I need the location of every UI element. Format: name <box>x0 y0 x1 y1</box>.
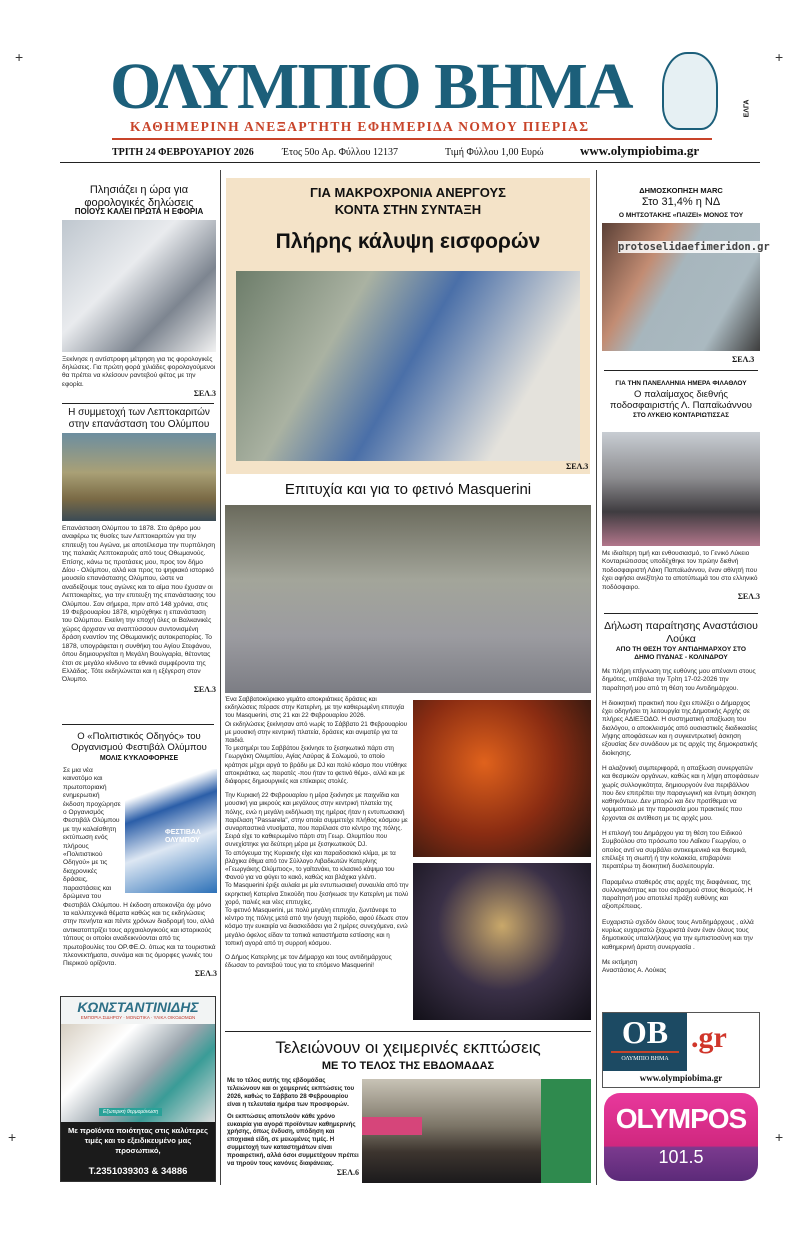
divider <box>225 1031 591 1032</box>
ob-logo: ΟΒ <box>621 1014 669 1050</box>
ob-logo-rule <box>611 1051 679 1053</box>
resign-paragraph: Παραμένω σταθερός στις αρχές της διαφάνειας, της συλλογικότητας και του σεβασμού στους θεσμούς. Η παραίτησή μου αποτελεί πράξη ευθύνης και αξιοπρέπειας. <box>602 878 753 911</box>
football-kicker: ΓΙΑ ΤΗΝ ΠΑΝΕΛΛΗΝΙΑ ΗΜΕΡΑ ΦΙΛΑΘΛΟΥ <box>615 380 747 387</box>
revolution-article-text <box>62 525 216 695</box>
sales-article-text <box>227 1077 359 1178</box>
page-ref[interactable]: ΣΕΛ.3 <box>737 592 760 602</box>
football-title[interactable]: Ο παλαίμαχος διεθνής ποδοσφαιριστής Λ. Παπαϊωάννου <box>610 389 752 412</box>
sales-body-1: Με το τέλος αυτής της εβδομάδας τελειώνουν και οι χειμερινές εκπτώσεις του 2026, καθώς το Σάββατο 28 Φεβρουαρίου είναι η τελευταία ημέρα των προσφορών. <box>227 1077 355 1108</box>
resign-body <box>602 668 760 976</box>
resign-paragraph: Η διοικητική πρακτική που έχει επιλέξει ο Δήμαρχος έχει οδηγήσει τη λειτουργία της Δημοτικής Αρχής σε πλήρες ΑΔΙΕΞΟΔΟ. Η συστηματική απαξίωση του διαλόγου, ο αποκλεισμός από ουσιαστικές διαδικασίες λήψης αποφάσεων και η συγκεντρωτική άσκηση εξουσίας δεν συνάδουν με τις αρχές της δημοκρατικής διοίκησης. <box>602 699 758 757</box>
resign-paragraph: Η αλαζονική συμπεριφορά, η απαξίωση συνεργατών και θεσμικών οργάνων, καθώς και η λήψη αποφάσεων χωρίς συλλογικότητα, δημιουργούν ένα περιβάλλον που δεν επιτρέπει την παραγωγική και έντιμη άσκηση καθηκόντων. Δεν μπορώ και δεν προτίθεμαι να νομιμοποιώ με την παρουσία μου πρακτικές που έρχονται σε αντίθεση με τις αρχές μου. <box>602 764 759 822</box>
resign-paragraph: Με πλήρη επίγνωση της ευθύνης μου απέναντι στους δημότες, υπέβαλα την Τρίτη 17-02-2026 την παραίτησή μου από τη θέση του Αντιδημάρχου. <box>602 668 756 692</box>
website-link[interactable]: www.olympiobima.gr <box>580 143 700 158</box>
olympos-radio-ad[interactable] <box>604 1093 758 1181</box>
poll-title[interactable]: Στο 31,4% η ΝΔ <box>641 196 721 208</box>
page-ref[interactable]: ΣΕΛ.3 <box>193 684 216 694</box>
column-divider <box>220 170 221 1185</box>
lead-kicker-1: ΓΙΑ ΜΑΚΡΟΧΡΟΝΙΑ ΑΝΕΡΓΟΥΣ <box>310 185 506 200</box>
masquerini-body-2: Την Κυριακή 22 Φεβρουαρίου η μέρα ξεκίνησε με παιχνίδια και μουσική για μικρούς και μεγάλους στην κεντρική πλατεία της πόλης, ενώ η μεγάλη εκδήλωση της ημέρας ήταν η εντυπωσιακή παρέλαση "Passarela", στην οποία συμμετείχε πλήθος κόσμου με συναρπαστικά ντυσίματα, που παρέλασε στο κέντρο της πόλης. Σειρά είχε το καθιερωμένο πάρτι στη Γεωρ. Ολυμπίου που συνεχίστηκε για δεύτερη μέρα με ξεσηκωτικούς DJ. Το απόγευμα της Κυριακής είχε και παραδοσιακό κλίμα, με τα βλάχικα έθιμα από τον Σύλλογο Λιβαδιωτών Κατερίνης «Γεωργάκης Ολύμπιος», το γαϊτανάκι, το κλασικό κάψιμο του Φανού για να φύγει το κακό, καθώς και βλάχικα γλέντι. Το Masquerini έριξε αυλαία με μία εντυπωσιακή συναυλία από την εκρηκτική Κατερίνα Στικούδη που ξεσήκωσε την Κατερίνη με πολύ χορό, παλιές και νέες επιτυχίες. Το φετινό Masquerini, με πολύ μεγάλη επιτυχία, ζωντάνεψε το κέντρο της πόλης μετά από την ήσυχη περίοδο, αφού έδωσε στον κόσμο την ευκαιρία να διασκεδάσει για 2 ημέρες συνεχόμενα, ενώ μεγάλο όφελος είδαν τα τοπικά καταστήματα εστίασης και η τοπική αγορά από τη συρροή κόσμου. <box>225 792 409 947</box>
column-divider <box>596 170 597 1185</box>
issue-date: ΤΡΙΤΗ 24 ΦΕΒΡΟΥΑΡΙΟΥ 2026 <box>112 147 254 158</box>
masthead-bust-logo <box>662 52 718 130</box>
resign-title[interactable]: Δήλωση παραίτησης Αναστάσιου Λούκα <box>604 620 758 645</box>
guide-subtitle: ΜΟΛΙΣ ΚΥΚΛΟΦΟΡΗΣΕ <box>99 755 179 762</box>
ad-phone[interactable]: Τ.2351039303 & 34886 <box>61 1164 215 1181</box>
tax-subtitle: ΠΟΙΟΥΣ ΚΑΛΕΙ ΠΡΩΤΑ Η ΕΦΟΡΙΑ <box>74 207 204 216</box>
sales-shopping-street-photo <box>362 1079 591 1183</box>
page-ref[interactable]: ΣΕΛ.6 <box>336 1167 359 1177</box>
guide-title[interactable]: Ο «Πολιτιστικός Οδηγός» του Οργανισμού Φεστιβάλ Ολύμπου <box>71 731 207 754</box>
poll-subtitle: Ο ΜΗΤΣΟΤΑΚΗΣ «ΠΑΙΖΕΙ» ΜΟΝΟΣ ΤΟΥ <box>618 212 744 219</box>
crop-mark: + <box>775 1129 784 1145</box>
tax-calculator-photo <box>62 220 216 352</box>
guide-body-wrap: Σε μια νέα καινοτόμο και πρωτοποριακή ενημερωτική έκδοση προχώρησε ο Οργανισμός Φεστιβάλ Ολύμπου με την καλαίσθητη εκτύπωση ενός πλήρους «Πολιτιστικού Οδηγού» με τις διαχρονικές δράσεις, παραστάσεις και δρώμενα <box>63 767 121 901</box>
tax-article-text <box>62 356 216 399</box>
ob-logo-box <box>603 1013 687 1071</box>
page-ref[interactable]: ΣΕΛ.3 <box>194 968 217 978</box>
masthead-title: ΟΛΥΜΠΙΟ ΒΗΜΑ <box>110 50 632 123</box>
crop-mark: + <box>775 49 784 65</box>
page-ref[interactable]: ΣΕΛ.3 <box>732 355 755 364</box>
masquerini-article-text <box>225 696 409 971</box>
football-article-text <box>602 550 760 602</box>
lead-kicker-2: ΚΟΝΤΑ ΣΤΗΝ ΣΥΝΤΑΞΗ <box>334 202 482 217</box>
issue-price: Τιμή Φύλλου 1,00 Ευρώ <box>445 147 544 158</box>
guide-body: του Φεστιβάλ Ολύμπου. Η έκδοση απεικονίζει όχι μόνο τα καλλιτεχνικά θέματα καθώς και τις εκδηλώσεις στην πενήντα και πέντε χρόνων διαδρομή του, αλλά αντικατοπτρίζει τους αρχαιολογικούς και ιστορικούς τόπους οι οποίοι αναδεικνύονται από τις πρωτοβουλίες του ΟΡ.ΦΕ.Ο. όπως και τα τουριστικά πλεονεκτήματα, συνάμα και τις όμορφες γωνιές του Πιερικού ορίζοντα. <box>63 893 216 968</box>
masquerini-concert-photo <box>413 863 591 1020</box>
divider <box>60 162 760 163</box>
sales-body-2: Οι εκπτώσεις αποτελούν κάθε χρόνο ευκαιρία για αγορά προϊόντων καθημερινής χρήσης, όπως ένδυση, υπόδηση και εποχιακά είδη, σε μειωμένες τιμές. Η συμμετοχή των καταστημάτων είναι προαιρετική, αλλά όσοι συμμετέχουν πρέπει να τηρούν τους κανόνες διαφάνειας. <box>227 1112 359 1168</box>
ad-badge: Εξωτερική θερμομόνωση <box>99 1108 162 1116</box>
revolution-body: Επανάσταση Ολύμπου το 1878. Στο άρθρο μου αναφέρω τις θυσίες των Λεπτοκαριτών για την επιτευξη του Αγώνα, με αποτέλεσμα την πυρπόληση της παλαιάς Λεπτοκαρυάς από τους Οθωμανούς. Επίσης, κάνω τις προτάσεις μου, προς τον δήμο Δίου - Ολύμπου, αλλά και προς το ψηφιακό ιστορικό μουσείο επανάστασης Ολύμπου, ώστε να αναδείξουμε τους αγώνες και το αίμα που έχυσαν οι Λεπτοκαρίτες, για την επιτευξη της επανάστασης του Ολύμπου. Σαν σήμερα, πριν από 148 χρόνια, στις 19 Φεβρουαρίου 1878, κηρύχθηκε η επανάσταση του Ολύμπου. Εκείνη την εποχή όλες οι Βαλκανικές χώρες άρχισαν να αναπτύσσουν συντονισμένη δράση εναντίον της Οθωμανικής αυτοκρατορίας. Το 1878, υπογράφεται η συνθήκη του Αγίου Στεφάνου, όπου δημιουργείται η Μεγάλη Βουλγαρία, θέτοντας έτσι σε μεγάλο κίνδυνο τα εθνικά συμφέροντα της Ελλάδας. Τότε εκδηλώνεται και η εξέγερση στον Όλυμπο. <box>62 525 216 684</box>
revolution-title[interactable]: Η συμμετοχή των Λεπτοκαριτών στην επανάσταση του Ολύμπου <box>68 407 210 430</box>
guide-cover-text: ΦΕΣΤΙΒΑΛ ΟΛΥΜΠΟΥ <box>165 829 201 844</box>
ad-photo <box>61 1024 215 1122</box>
football-subtitle: ΣΤΟ ΛΥΚΕΙΟ ΚΟΝΤΑΡΙΩΤΙΣΣΑΣ <box>632 412 729 419</box>
sales-subtitle: ΜΕ ΤΟ ΤΕΛΟΣ ΤΗΣ ΕΒΔΟΜΑΔΑΣ <box>321 1060 495 1072</box>
masthead-rule <box>112 138 712 140</box>
watermark: protoselidaefimeridon.gr <box>618 241 770 253</box>
guide-article-text <box>63 767 217 979</box>
guide-cover-image <box>125 769 217 893</box>
resign-subtitle: ΑΠΟ ΤΗ ΘΕΣΗ ΤΟΥ ΑΝΤΙΔΗΜΑΡΧΟΥ ΣΤΟ ΔΗΜΟ ΠΥΔΝΑΣ - ΚΟΛΙΝΔΡΟΥ <box>615 646 747 661</box>
sales-title[interactable]: Τελειώνουν οι χειμερινές εκπτώσεις <box>275 1038 541 1057</box>
pink-awning <box>362 1117 422 1135</box>
ad-services: ΕΜΠΟΡΙΑ ΣΙΔΗΡΟΥ · ΜΟΝΩΤΙΚΑ · ΥΛΙΚΑ ΟΙΚΟΔΟΜΩΝ <box>80 1015 196 1020</box>
ob-logo-sub: ΟΛΥΜΠΙΟ ΒΗΜΑ <box>621 1056 669 1062</box>
konstantinidis-ad[interactable] <box>60 996 216 1182</box>
page-ref[interactable]: ΣΕΛ.3 <box>566 462 589 471</box>
resign-paragraph: Ευχαριστώ σχεδόν όλους τους Αντιδημάρχους , αλλά κυρίως ευχαριστώ ξεχωριστά έναν έναν όλους τους δημοτικούς υπαλλήλους για την εμπιστοσύνη και την καθημερινή άριστη συνεργασία . <box>602 918 754 951</box>
ad-slogan: Με προϊόντα ποιότητας στις καλύτερες τιμές και το εξειδικευμένο μας προσωπικό, <box>61 1122 215 1164</box>
divider <box>604 370 758 371</box>
tax-body: Ξεκίνησε η αντίστροφη μέτρηση για τις φορολογικές δηλώσεις. Για πρώτη φορά χιλιάδες φορολογούμενοι θα πρέπει να κλείσουν ραντεβού φέτος με την εφορία. <box>62 356 216 388</box>
resign-paragraph: Η επιλογή του Δημάρχου για τη θέση του Ειδικού Συμβούλου στο πρόσωπο του Λαΐκου Γεωργίου, ο οποίος αντί να συμβάλει αντικειμενικά και θεσμικά, επέλεξε τη σιωπή ή την κολακεία, επιβαρύνει περαιτέρω τη διοικητική δυσλειτουργία. <box>602 830 747 871</box>
masquerini-costume-photo <box>225 505 591 693</box>
elga-logo: ΕΛΓΑ <box>743 99 751 118</box>
tax-title[interactable]: Πλησιάζει η ώρα για φορολογικές δηλώσεις <box>84 184 194 210</box>
masquerini-body-1: Ένα Σαββατοκύριακο γεμάτο αποκριάτικες δράσεις και εκδηλώσεις πέρασε στην Κατερίνη, με την καθιερωμένη επιτυχία του Masquerini, στις 21 και 22 Φεβρουαρίου 2026. Οι εκδηλώσεις ξεκίνησαν από νωρίς το Σάββατο 21 Φεβρουαρίου με μουσική στην κεντρική πλατεία, δράσεις και ανιματέρ για τα παιδιά. Το μεσημέρι του Σαββάτου ξεκίνησε το ξεσηκωτικό πάρτι στη Γεωργάκη Ολυμπίου, Αγίας Λαύρας & Σολωμού, το οποίο κράτησε μέχρι αργά το βράδυ με DJ και πολύ κόσμο που ντύθηκε αποκριάτικα, ως πειρατές -που ήταν το φετινό θέμα-, αλλά και με διάφορες δημιουργικές και επίκαιρες στολές. <box>225 696 408 786</box>
masquerini-fire-photo <box>413 700 591 857</box>
olympiobima-web-ad[interactable] <box>602 1012 760 1088</box>
page-ref[interactable]: ΣΕΛ.3 <box>193 388 216 398</box>
divider <box>604 613 758 614</box>
radio-name: OLYMPOS <box>615 1103 747 1134</box>
issue-number: Έτος 50ο Αρ. Φύλλου 12137 <box>282 147 398 158</box>
crop-mark: + <box>15 49 24 65</box>
divider <box>62 724 214 725</box>
lead-photo-man-writing <box>236 271 580 461</box>
masthead-tagline: ΚΑΘΗΜΕΡΙΝΗ ΑΝΕΞΑΡΤΗΤΗ ΕΦΗΜΕΡΙΔΑ ΝΟΜΟΥ ΠΙΕΡΙΑΣ <box>130 119 590 134</box>
green-storefront <box>541 1079 591 1183</box>
football-body: Με ιδιαίτερη τιμή και ενθουσιασμό, το Γενικό Λύκειο Κονταριώτισσας υποδέχθηκε τον πρώην διεθνή ποδοσφαιριστή Λάκη Παπαϊωάννου, έναν αθλητή που έχει αφήσει ανεξίτηλο το αποτύπωμά του στο ελληνικό ποδόσφαιρο. <box>602 550 758 591</box>
crop-mark: + <box>8 1129 17 1145</box>
radio-frequency: 101.5 <box>658 1147 704 1167</box>
poll-kicker: ΔΗΜΟΣΚΟΠΗΣΗ MARC <box>639 186 723 195</box>
masquerini-title[interactable]: Επιτυχία και για το φετινό Masquerini <box>284 481 532 498</box>
divider <box>62 403 214 404</box>
football-school-photo <box>602 432 760 546</box>
revolution-painting <box>62 433 216 521</box>
ob-url: www.olympiobima.gr <box>639 1073 723 1083</box>
resign-signature: Με εκτίμηση Αναστάσιος Α. Λούκας <box>602 958 667 975</box>
lead-headline[interactable]: Πλήρης κάλυψη εισφορών <box>275 230 541 253</box>
masquerini-body-3: Ο Δήμος Κατερίνης με τον Δήμαρχο και τους αντιδημάρχους έδωσαν το ραντεβού τους για το επόμενο Masquerini! <box>225 954 392 970</box>
ad-brand: ΚΩΝΣΤΑΝΤΙΝΙΔΗΣ <box>77 999 199 1015</box>
ob-gr: .gr <box>691 1021 727 1054</box>
